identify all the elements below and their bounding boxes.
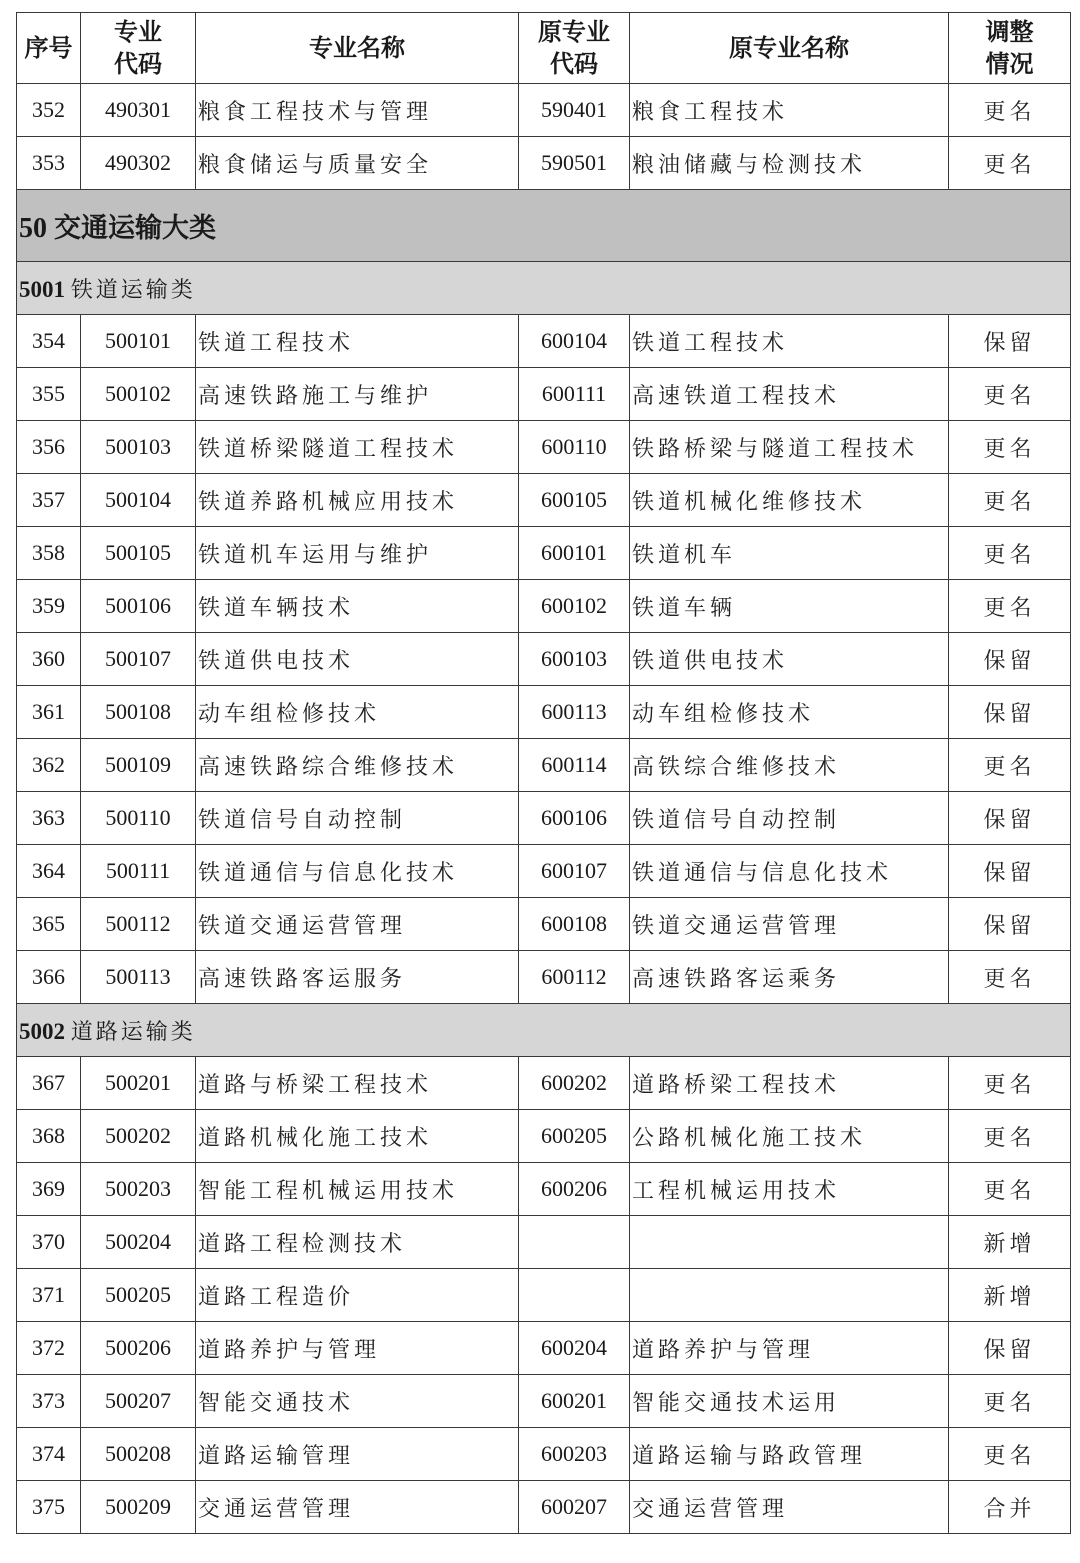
cell-no: 361 bbox=[17, 686, 81, 739]
cell-adjust: 保留 bbox=[949, 315, 1071, 368]
cell-name: 智能交通技术 bbox=[196, 1375, 519, 1428]
cell-code: 500209 bbox=[81, 1481, 196, 1534]
cell-code: 500108 bbox=[81, 686, 196, 739]
cell-name: 动车组检修技术 bbox=[196, 686, 519, 739]
table-row bbox=[17, 792, 1071, 845]
cell-name: 道路养护与管理 bbox=[196, 1322, 519, 1375]
cell-orig-code bbox=[519, 1216, 630, 1269]
table-row bbox=[17, 137, 1071, 190]
cell-orig-name: 粮食工程技术 bbox=[630, 84, 949, 137]
table-row bbox=[17, 474, 1071, 527]
cell-orig-name: 道路桥梁工程技术 bbox=[630, 1057, 949, 1110]
cell-orig-code: 600205 bbox=[519, 1110, 630, 1163]
cell-orig-code: 600202 bbox=[519, 1057, 630, 1110]
cell-no: 364 bbox=[17, 845, 81, 898]
cell-adjust: 更名 bbox=[949, 527, 1071, 580]
cell-code: 500207 bbox=[81, 1375, 196, 1428]
cell-orig-code: 600111 bbox=[519, 368, 630, 421]
cell-name: 道路机械化施工技术 bbox=[196, 1110, 519, 1163]
cell-orig-code: 600110 bbox=[519, 421, 630, 474]
header-orig-name: 原专业名称 bbox=[630, 13, 949, 84]
cell-no: 360 bbox=[17, 633, 81, 686]
majors-table bbox=[16, 12, 1071, 1534]
cell-code: 500107 bbox=[81, 633, 196, 686]
cell-orig-name: 动车组检修技术 bbox=[630, 686, 949, 739]
cell-code: 500112 bbox=[81, 898, 196, 951]
cell-name: 道路工程造价 bbox=[196, 1269, 519, 1322]
cell-no: 373 bbox=[17, 1375, 81, 1428]
cell-name: 铁道车辆技术 bbox=[196, 580, 519, 633]
cell-orig-name bbox=[630, 1269, 949, 1322]
table-row bbox=[17, 1322, 1071, 1375]
cell-orig-name: 铁道通信与信息化技术 bbox=[630, 845, 949, 898]
cell-code: 500206 bbox=[81, 1322, 196, 1375]
cell-adjust: 更名 bbox=[949, 137, 1071, 190]
cell-adjust: 更名 bbox=[949, 1057, 1071, 1110]
cell-code: 500109 bbox=[81, 739, 196, 792]
cell-code: 500201 bbox=[81, 1057, 196, 1110]
cell-orig-code: 590401 bbox=[519, 84, 630, 137]
cell-adjust: 保留 bbox=[949, 845, 1071, 898]
cell-name: 铁道养路机械应用技术 bbox=[196, 474, 519, 527]
table-row bbox=[17, 686, 1071, 739]
cell-adjust: 更名 bbox=[949, 474, 1071, 527]
cell-orig-code: 600203 bbox=[519, 1428, 630, 1481]
cell-code: 500104 bbox=[81, 474, 196, 527]
category-code: 50 bbox=[19, 213, 47, 244]
cell-adjust: 保留 bbox=[949, 633, 1071, 686]
cell-adjust: 更名 bbox=[949, 1428, 1071, 1481]
cell-code: 500203 bbox=[81, 1163, 196, 1216]
table-row bbox=[17, 1375, 1071, 1428]
cell-adjust: 更名 bbox=[949, 84, 1071, 137]
cell-code: 500205 bbox=[81, 1269, 196, 1322]
table-row bbox=[17, 1163, 1071, 1216]
cell-adjust: 更名 bbox=[949, 1375, 1071, 1428]
table-row bbox=[17, 421, 1071, 474]
cell-no: 356 bbox=[17, 421, 81, 474]
cell-name: 铁道信号自动控制 bbox=[196, 792, 519, 845]
category-row bbox=[17, 190, 1071, 262]
subcategory-row bbox=[17, 1004, 1071, 1057]
header-name: 专业名称 bbox=[196, 13, 519, 84]
cell-orig-name: 铁路桥梁与隧道工程技术 bbox=[630, 421, 949, 474]
cell-adjust: 新增 bbox=[949, 1269, 1071, 1322]
table-row bbox=[17, 898, 1071, 951]
cell-name: 粮食储运与质量安全 bbox=[196, 137, 519, 190]
cell-no: 366 bbox=[17, 951, 81, 1004]
cell-orig-name bbox=[630, 1216, 949, 1269]
subcategory-row bbox=[17, 262, 1071, 315]
cell-orig-name: 铁道供电技术 bbox=[630, 633, 949, 686]
table-row bbox=[17, 1057, 1071, 1110]
cell-adjust: 更名 bbox=[949, 368, 1071, 421]
cell-orig-code: 600113 bbox=[519, 686, 630, 739]
cell-no: 362 bbox=[17, 739, 81, 792]
subcategory-name: 道路运输类 bbox=[70, 1019, 196, 1045]
cell-adjust: 更名 bbox=[949, 421, 1071, 474]
cell-name: 铁道通信与信息化技术 bbox=[196, 845, 519, 898]
cell-name: 铁道交通运营管理 bbox=[196, 898, 519, 951]
cell-no: 368 bbox=[17, 1110, 81, 1163]
cell-code: 500102 bbox=[81, 368, 196, 421]
cell-orig-name: 交通运营管理 bbox=[630, 1481, 949, 1534]
cell-code: 490301 bbox=[81, 84, 196, 137]
cell-orig-name: 道路运输与路政管理 bbox=[630, 1428, 949, 1481]
table-row bbox=[17, 845, 1071, 898]
table-row bbox=[17, 1216, 1071, 1269]
cell-no: 371 bbox=[17, 1269, 81, 1322]
cell-name: 道路运输管理 bbox=[196, 1428, 519, 1481]
cell-orig-code: 600103 bbox=[519, 633, 630, 686]
cell-name: 铁道供电技术 bbox=[196, 633, 519, 686]
cell-no: 369 bbox=[17, 1163, 81, 1216]
table-row bbox=[17, 633, 1071, 686]
cell-name: 道路工程检测技术 bbox=[196, 1216, 519, 1269]
cell-no: 358 bbox=[17, 527, 81, 580]
cell-orig-code: 600204 bbox=[519, 1322, 630, 1375]
cell-adjust: 保留 bbox=[949, 1322, 1071, 1375]
cell-orig-code: 590501 bbox=[519, 137, 630, 190]
table-row bbox=[17, 84, 1071, 137]
cell-adjust: 保留 bbox=[949, 792, 1071, 845]
subcategory-code: 5002 bbox=[19, 1018, 65, 1044]
cell-code: 500208 bbox=[81, 1428, 196, 1481]
header-code bbox=[81, 13, 196, 84]
cell-no: 363 bbox=[17, 792, 81, 845]
cell-orig-name: 铁道机械化维修技术 bbox=[630, 474, 949, 527]
table-row bbox=[17, 1428, 1071, 1481]
cell-orig-code: 600206 bbox=[519, 1163, 630, 1216]
cell-orig-name: 智能交通技术运用 bbox=[630, 1375, 949, 1428]
cell-name: 粮食工程技术与管理 bbox=[196, 84, 519, 137]
cell-name: 道路与桥梁工程技术 bbox=[196, 1057, 519, 1110]
cell-orig-name: 高速铁路客运乘务 bbox=[630, 951, 949, 1004]
cell-name: 铁道工程技术 bbox=[196, 315, 519, 368]
table-row bbox=[17, 315, 1071, 368]
subcategory-name: 铁道运输类 bbox=[70, 277, 196, 303]
cell-code: 500204 bbox=[81, 1216, 196, 1269]
cell-name: 交通运营管理 bbox=[196, 1481, 519, 1534]
header-adjust-line1: 调整 bbox=[985, 18, 1034, 46]
cell-no: 359 bbox=[17, 580, 81, 633]
cell-name: 高速铁路综合维修技术 bbox=[196, 739, 519, 792]
cell-orig-code: 600106 bbox=[519, 792, 630, 845]
table-row bbox=[17, 527, 1071, 580]
cell-orig-code: 600201 bbox=[519, 1375, 630, 1428]
cell-no: 374 bbox=[17, 1428, 81, 1481]
table-row bbox=[17, 951, 1071, 1004]
table-row bbox=[17, 1110, 1071, 1163]
cell-orig-name: 铁道工程技术 bbox=[630, 315, 949, 368]
cell-adjust: 合并 bbox=[949, 1481, 1071, 1534]
table-row bbox=[17, 368, 1071, 421]
cell-name: 铁道桥梁隧道工程技术 bbox=[196, 421, 519, 474]
cell-adjust: 保留 bbox=[949, 898, 1071, 951]
header-no: 序号 bbox=[17, 13, 81, 84]
cell-orig-code: 600107 bbox=[519, 845, 630, 898]
category-heading bbox=[17, 190, 1071, 262]
cell-adjust: 保留 bbox=[949, 686, 1071, 739]
cell-code: 500113 bbox=[81, 951, 196, 1004]
cell-adjust: 新增 bbox=[949, 1216, 1071, 1269]
cell-orig-code bbox=[519, 1269, 630, 1322]
header-code-line1: 专业 bbox=[114, 18, 162, 46]
cell-no: 375 bbox=[17, 1481, 81, 1534]
header-orig-code bbox=[519, 13, 630, 84]
cell-code: 500202 bbox=[81, 1110, 196, 1163]
header-orig-code-line1: 原专业 bbox=[538, 18, 610, 46]
cell-code: 500101 bbox=[81, 315, 196, 368]
header-code-line2: 代码 bbox=[114, 50, 162, 78]
cell-orig-name: 道路养护与管理 bbox=[630, 1322, 949, 1375]
table-row bbox=[17, 1481, 1071, 1534]
cell-orig-code: 600102 bbox=[519, 580, 630, 633]
header-orig-code-line2: 代码 bbox=[550, 50, 598, 78]
cell-no: 357 bbox=[17, 474, 81, 527]
cell-adjust: 更名 bbox=[949, 1110, 1071, 1163]
cell-orig-name: 铁道信号自动控制 bbox=[630, 792, 949, 845]
cell-adjust: 更名 bbox=[949, 739, 1071, 792]
cell-adjust: 更名 bbox=[949, 580, 1071, 633]
cell-code: 490302 bbox=[81, 137, 196, 190]
cell-no: 352 bbox=[17, 84, 81, 137]
cell-adjust: 更名 bbox=[949, 1163, 1071, 1216]
cell-orig-name: 铁道交通运营管理 bbox=[630, 898, 949, 951]
cell-code: 500105 bbox=[81, 527, 196, 580]
cell-orig-code: 600101 bbox=[519, 527, 630, 580]
cell-orig-code: 600108 bbox=[519, 898, 630, 951]
cell-no: 353 bbox=[17, 137, 81, 190]
table-row bbox=[17, 1269, 1071, 1322]
cell-orig-name: 铁道车辆 bbox=[630, 580, 949, 633]
table-row bbox=[17, 739, 1071, 792]
cell-orig-name: 铁道机车 bbox=[630, 527, 949, 580]
header-row bbox=[17, 13, 1071, 84]
cell-orig-name: 粮油储藏与检测技术 bbox=[630, 137, 949, 190]
cell-orig-name: 工程机械运用技术 bbox=[630, 1163, 949, 1216]
cell-no: 367 bbox=[17, 1057, 81, 1110]
cell-orig-code: 600105 bbox=[519, 474, 630, 527]
cell-orig-name: 高铁综合维修技术 bbox=[630, 739, 949, 792]
cell-orig-code: 600114 bbox=[519, 739, 630, 792]
cell-name: 高速铁路施工与维护 bbox=[196, 368, 519, 421]
cell-adjust: 更名 bbox=[949, 951, 1071, 1004]
cell-orig-code: 600207 bbox=[519, 1481, 630, 1534]
subcategory-code: 5001 bbox=[19, 276, 65, 302]
cell-orig-code: 600104 bbox=[519, 315, 630, 368]
cell-name: 铁道机车运用与维护 bbox=[196, 527, 519, 580]
cell-code: 500106 bbox=[81, 580, 196, 633]
cell-no: 372 bbox=[17, 1322, 81, 1375]
cell-code: 500110 bbox=[81, 792, 196, 845]
cell-orig-name: 公路机械化施工技术 bbox=[630, 1110, 949, 1163]
cell-code: 500111 bbox=[81, 845, 196, 898]
cell-code: 500103 bbox=[81, 421, 196, 474]
cell-no: 354 bbox=[17, 315, 81, 368]
cell-name: 智能工程机械运用技术 bbox=[196, 1163, 519, 1216]
cell-no: 365 bbox=[17, 898, 81, 951]
cell-no: 370 bbox=[17, 1216, 81, 1269]
cell-orig-code: 600112 bbox=[519, 951, 630, 1004]
cell-name: 高速铁路客运服务 bbox=[196, 951, 519, 1004]
subcategory-heading bbox=[17, 1004, 1071, 1057]
category-name: 交通运输大类 bbox=[54, 213, 216, 244]
cell-no: 355 bbox=[17, 368, 81, 421]
table-row bbox=[17, 580, 1071, 633]
header-adjust-line2: 情况 bbox=[985, 50, 1034, 78]
subcategory-heading bbox=[17, 262, 1071, 315]
cell-orig-name: 高速铁道工程技术 bbox=[630, 368, 949, 421]
header-adjust bbox=[949, 13, 1071, 84]
